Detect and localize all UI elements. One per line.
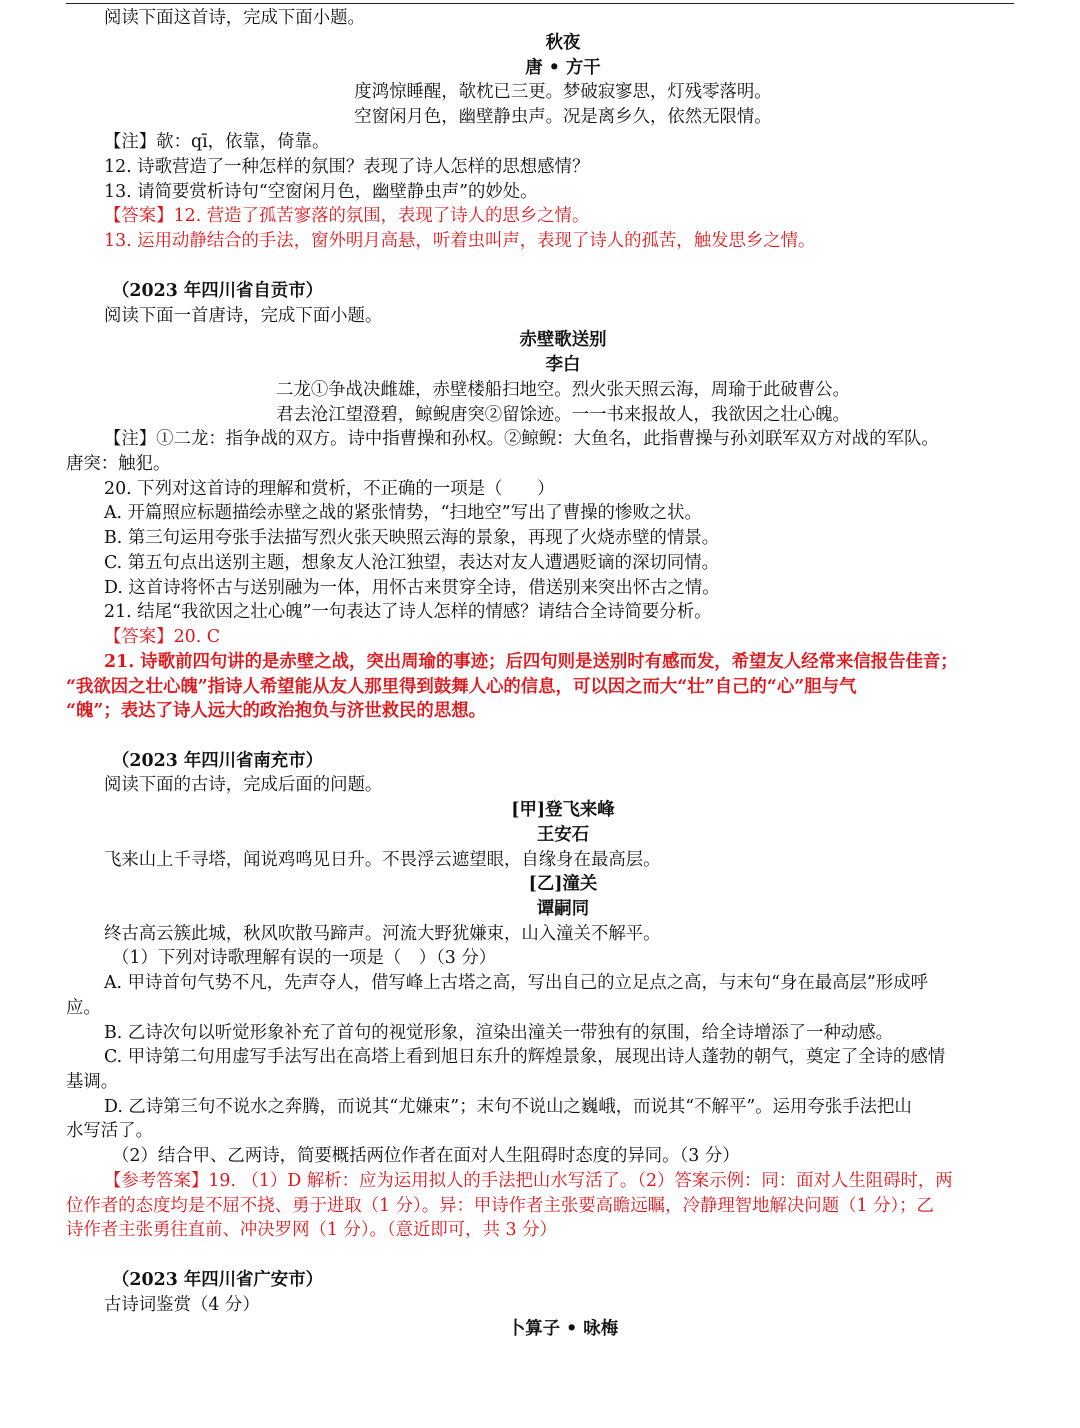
s2-poem-line-2: 君去沧江望澄碧，鲸鲵唐突②留馀迹。一一书来报故人，我欲因之壮心魄。 (276, 405, 850, 425)
s2-question-20: 20. 下列对这首诗的理解和赏析，不正确的一项是（ ） (104, 479, 555, 499)
s1-question-12: 12. 诗歌营造了一种怎样的氛围？表现了诗人怎样的思想感情？ (104, 157, 590, 177)
s3-option-c-line-1: C. 甲诗第二句用虚写手法写出在高塔上看到旭日东升的辉煌景象，展现出诗人蓬勃的朝气，奠定了全诗的感情 (104, 1047, 946, 1067)
s1-poem-title: 秋夜 (545, 33, 581, 53)
s2-option-b: B. 第三句运用夸张手法描写烈火张天映照云海的景象，再现了火烧赤壁的情景。 (104, 528, 720, 548)
s2-poem-author: 李白 (545, 355, 581, 375)
s2-answer-20: 【答案】20. C (104, 627, 221, 647)
s2-poem-title: 赤壁歌送别 (519, 330, 607, 350)
s3-answer-line-3: 诗作者主张勇往直前、冲决罗网（1 分）。（意近即可，共 3 分） (66, 1220, 557, 1240)
s3-option-a-line-2: 应。 (66, 998, 101, 1018)
s2-answer-21-line-1: 21. 诗歌前四句讲的是赤壁之战，突出周瑜的事迹；后四句则是送别时有感而发，希望友人经常来信报告佳音； (104, 652, 958, 672)
s1-intro: 阅读下面这首诗，完成下面小题。 (104, 8, 365, 28)
s3-answer-line-2: 位作者的态度均是不屈不挠、勇于进取（1 分）。异：甲诗作者主张要高瞻远瞩，冷静理智地解决问题（1 分）；乙 (66, 1196, 934, 1216)
top-rule (66, 3, 1014, 4)
s4-poem-title: 卜算子 • 咏梅 (507, 1319, 619, 1339)
s2-option-c: C. 第五句点出送别主题，想象友人沧江独望，表达对友人遭遇贬谪的深切同情。 (104, 553, 720, 573)
s3-source: （2023 年四川省南充市） (112, 751, 323, 771)
s3-option-b: B. 乙诗次句以听觉形象补充了首句的视觉形象，渲染出潼关一带独有的氛围，给全诗增添了一种动感。 (104, 1023, 894, 1043)
s2-option-d: D. 这首诗将怀古与送别融为一体，用怀古来贯穿全诗，借送别来突出怀古之情。 (104, 578, 720, 598)
s2-note-2: 唐突：触犯。 (66, 454, 171, 474)
s2-option-a: A. 开篇照应标题描绘赤壁之战的紧张情势，“扫地空”写出了曹操的惨败之状。 (104, 503, 702, 523)
s3-poem1-author: 王安石 (536, 825, 590, 845)
s2-note-1: 【注】①二龙：指争战的双方。诗中指曹操和孙权。②鲸鲵：大鱼名，此指曹操与孙刘联军双方对战的军队。 (104, 429, 939, 449)
s3-option-d-line-2: 水写活了。 (66, 1121, 153, 1141)
s2-poem-line-1: 二龙①争战决雌雄，赤壁楼船扫地空。烈火张天照云海，周瑜于此破曹公。 (276, 380, 850, 400)
s2-answer-21-line-2: “我欲因之壮心魄”指诗人希望能从友人那里得到鼓舞人心的信息，可以因之而大“壮”自己的“心”胆与气 (66, 677, 857, 697)
s4-intro: 古诗词鉴赏（4 分） (104, 1295, 260, 1315)
s2-question-21: 21. 结尾“我欲因之壮心魄”一句表达了诗人怎样的情感？请结合全诗简要分析。 (104, 602, 712, 622)
s3-intro: 阅读下面的古诗，完成后面的问题。 (104, 775, 383, 795)
s3-poem1-title: [甲]登飞来峰 (511, 800, 615, 820)
s3-poem2-text: 终古高云簇此城，秋风吹散马蹄声。河流大野犹嫌束，山入潼关不解平。 (104, 924, 661, 944)
s1-answer-13: 13. 运用动静结合的手法，窗外明月高悬，听着虫叫声，表现了诗人的孤苦，触发思乡之情。 (104, 231, 816, 251)
s3-option-a-line-1: A. 甲诗首句气势不凡，先声夺人，借写峰上古塔之高，写出自己的立足点之高，与末句“身在最高层”形成呼 (104, 973, 928, 993)
s3-option-d-line-1: D. 乙诗第三句不说水之奔腾，而说其“尤嫌束”；末句不说山之巍峨，而说其“不解平”。运用夸张手法把山 (104, 1097, 912, 1117)
s3-poem2-author: 谭嗣同 (536, 899, 590, 919)
s3-poem2-title: [乙]潼关 (528, 874, 598, 894)
s3-option-c-line-2: 基调。 (66, 1072, 119, 1092)
s3-question-2: （2）结合甲、乙两诗，简要概括两位作者在面对人生阻碍时态度的异同。（3 分） (112, 1146, 740, 1166)
s4-source: （2023 年四川省广安市） (112, 1270, 323, 1290)
s3-poem1-text: 飞来山上千寻塔，闻说鸡鸣见日升。不畏浮云遮望眼，自缘身在最高层。 (104, 850, 661, 870)
s2-intro: 阅读下面一首唐诗，完成下面小题。 (104, 306, 383, 326)
s1-poem-line-1: 度鸿惊睡醒，欹枕已三更。梦破寂寥思，灯残零落明。 (354, 82, 772, 102)
s1-poem-line-2: 空窗闲月色，幽壁静虫声。况是离乡久，依然无限情。 (354, 107, 772, 127)
s1-question-13: 13. 请简要赏析诗句“空窗闲月色，幽壁静虫声”的妙处。 (104, 182, 538, 202)
s1-poem-author: 唐 • 方干 (525, 58, 601, 78)
s2-source: （2023 年四川省自贡市） (112, 281, 323, 301)
s1-answer-12: 【答案】12. 营造了孤苦寥落的氛围，表现了诗人的思乡之情。 (104, 206, 590, 226)
s3-question-1: （1）下列对诗歌理解有误的一项是（ ）（3 分） (112, 948, 497, 968)
s3-answer-line-1: 【参考答案】19. （1）D 解析：应为运用拟人的手法把山水写活了。（2）答案示例：同：面对人生阻碍时，两 (104, 1171, 953, 1191)
s1-note: 【注】欹：qī，依靠，倚靠。 (104, 132, 330, 152)
s2-answer-21-line-3: “魄”；表达了诗人远大的政治抱负与济世救民的思想。 (66, 701, 486, 721)
